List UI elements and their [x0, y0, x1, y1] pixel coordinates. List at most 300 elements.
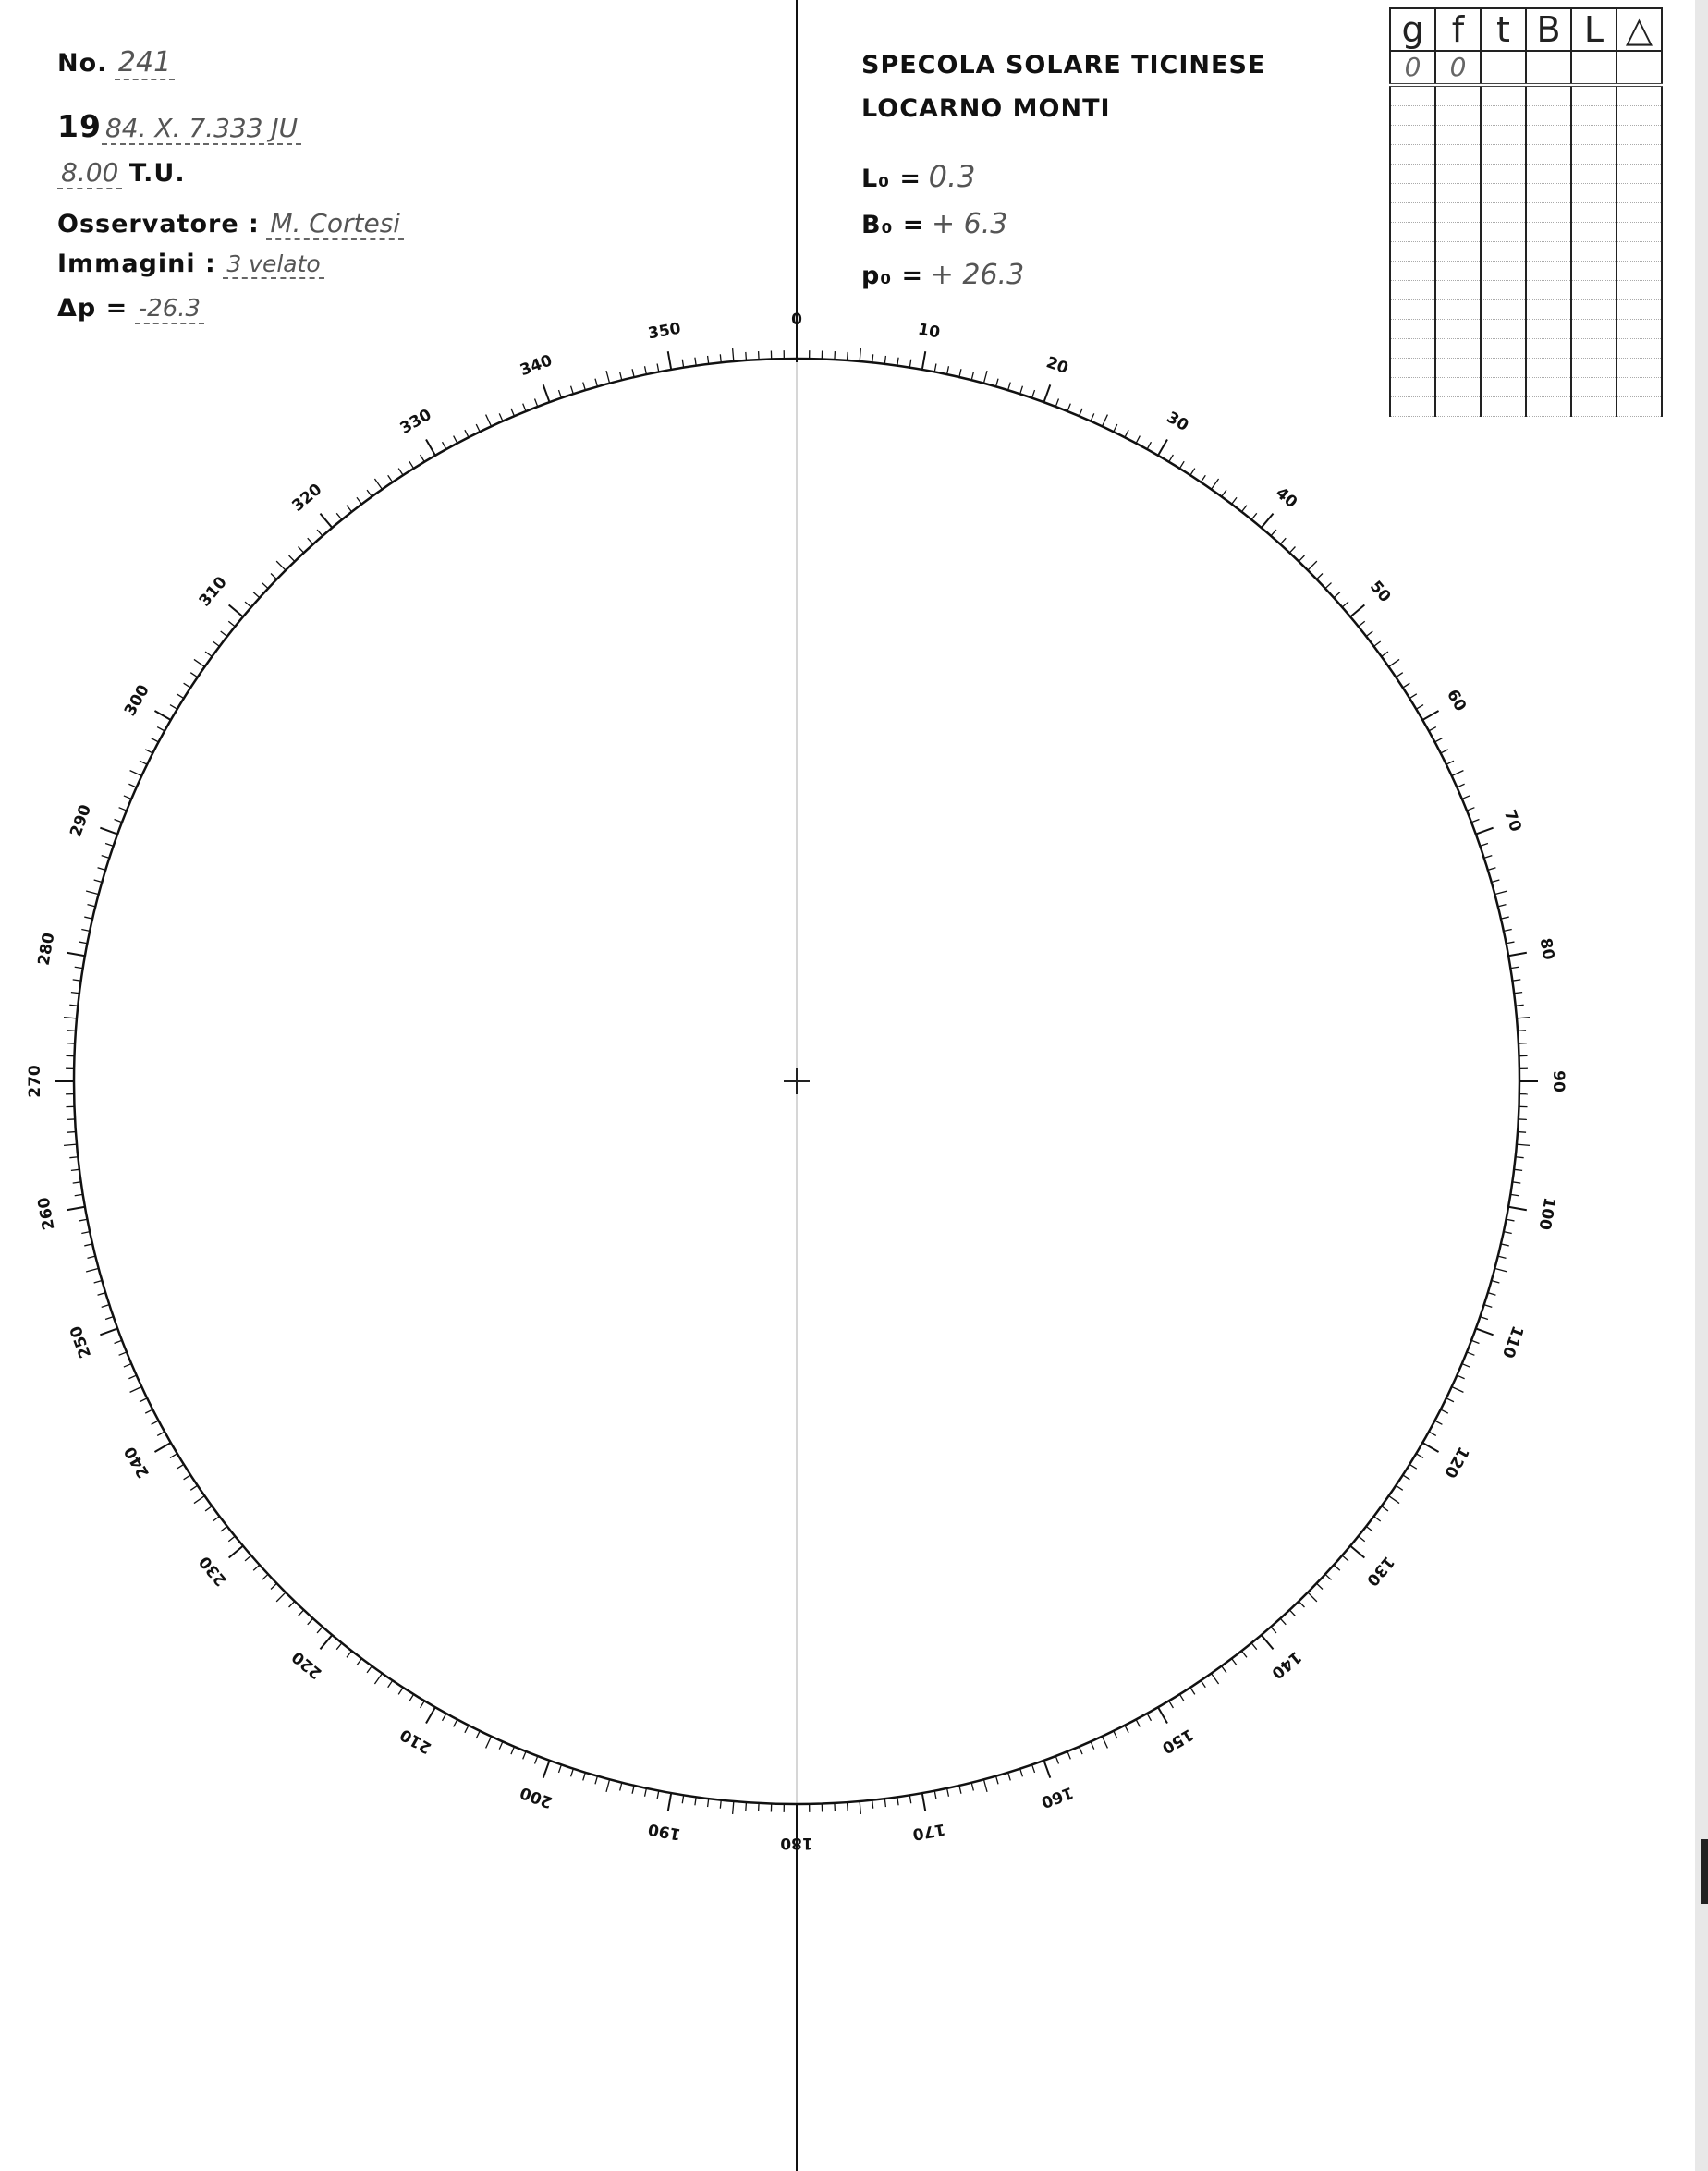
degree-tick	[1359, 621, 1365, 627]
p0-label: p₀ =	[861, 262, 924, 290]
degree-tick	[262, 583, 269, 589]
degree-tick	[67, 953, 85, 956]
degree-tick	[1190, 1688, 1195, 1695]
degree-tick	[1494, 1268, 1507, 1272]
degree-tick	[583, 1773, 586, 1781]
degree-tick	[1508, 1207, 1527, 1210]
header-delta: △	[1616, 8, 1662, 51]
degree-tick	[84, 1244, 92, 1246]
degree-tick	[1504, 930, 1512, 932]
degree-tick	[115, 820, 122, 823]
degree-tick	[1504, 1232, 1512, 1234]
degree-tick	[465, 430, 469, 437]
scan-edge-mark	[1701, 1839, 1708, 1904]
degree-tick	[746, 1802, 747, 1811]
degree-tick	[228, 621, 235, 627]
header-g: g	[1390, 8, 1435, 51]
degree-tick	[289, 555, 295, 561]
degree-tick	[398, 469, 403, 476]
degree-tick	[84, 917, 92, 919]
degree-tick	[1471, 1340, 1479, 1343]
header-L: L	[1571, 8, 1616, 51]
degree-tick	[443, 1714, 446, 1721]
degree-tick	[1467, 808, 1474, 811]
degree-tick	[145, 1409, 152, 1413]
degree-tick	[130, 771, 142, 776]
degree-tick	[499, 1741, 503, 1749]
degree-tick	[1201, 1680, 1205, 1687]
degree-tick	[105, 1317, 114, 1320]
degree-tick	[1008, 1773, 1011, 1781]
degree-label: 230	[195, 1552, 231, 1590]
degree-label: 190	[646, 1819, 683, 1844]
degree-tick	[1068, 404, 1070, 411]
degree-tick	[1232, 497, 1237, 504]
degree-tick	[367, 490, 372, 496]
degree-tick	[465, 1726, 469, 1733]
degree-tick	[221, 1526, 227, 1531]
degree-tick	[1494, 891, 1507, 895]
degree-tick	[523, 404, 526, 411]
degree-tick	[682, 1795, 683, 1803]
degree-tick	[253, 592, 260, 598]
degree-tick	[897, 1797, 898, 1805]
degree-tick	[98, 1293, 106, 1296]
degree-tick	[336, 1643, 342, 1650]
degree-tick	[100, 1328, 117, 1335]
degree-tick	[184, 1475, 191, 1480]
degree-tick	[1350, 1546, 1364, 1558]
degree-label: 290	[67, 802, 96, 840]
degree-tick	[1169, 1701, 1174, 1708]
B0-value: + 6.3	[931, 208, 1008, 240]
degree-tick	[934, 364, 936, 372]
degree-tick	[1396, 1485, 1402, 1490]
degree-tick	[1457, 1375, 1464, 1379]
degree-tick	[105, 843, 114, 846]
degree-label: 160	[1038, 1782, 1076, 1811]
degree-tick	[947, 366, 949, 374]
degree-tick	[124, 796, 131, 799]
degree-tick	[253, 1565, 260, 1570]
degree-tick	[1389, 659, 1399, 666]
degree-tick	[409, 1694, 414, 1701]
degree-tick	[1317, 1583, 1323, 1589]
degree-tick	[983, 371, 987, 384]
degree-tick	[971, 372, 973, 381]
degree-tick	[347, 1651, 352, 1657]
degree-tick	[1452, 1386, 1464, 1392]
degree-tick	[1241, 1651, 1247, 1657]
degree-tick	[454, 1719, 458, 1726]
degree-tick	[1289, 547, 1295, 554]
degree-label: 320	[288, 480, 326, 516]
degree-tick	[1125, 430, 1128, 437]
degree-tick	[1517, 1144, 1530, 1145]
degree-tick	[299, 1610, 304, 1616]
degree-tick	[1512, 1182, 1520, 1183]
degree-label: 220	[288, 1647, 326, 1683]
degree-tick	[1403, 683, 1410, 688]
degree-tick	[1125, 1726, 1128, 1733]
degree-tick	[1179, 461, 1184, 469]
degree-tick	[1366, 631, 1372, 637]
degree-tick	[606, 1779, 610, 1792]
degree-tick	[645, 366, 647, 374]
degree-tick	[157, 1432, 165, 1435]
degree-tick	[1382, 652, 1388, 656]
degree-tick	[71, 993, 79, 994]
degree-tick	[1317, 574, 1323, 579]
degree-tick	[308, 538, 313, 544]
degree-tick	[271, 574, 276, 579]
degree-tick	[1501, 917, 1509, 919]
degree-tick	[511, 409, 515, 416]
degree-tick	[1280, 538, 1286, 544]
degree-label: 260	[34, 1195, 59, 1232]
L0-label: L₀ =	[861, 165, 922, 193]
degree-tick	[320, 514, 332, 528]
degree-tick	[1514, 993, 1522, 994]
degree-tick	[1102, 1737, 1107, 1749]
degree-tick	[1308, 561, 1317, 570]
degree-tick	[1484, 856, 1493, 859]
degree-tick	[1091, 413, 1094, 421]
degree-tick	[94, 1281, 103, 1283]
degree-tick	[1389, 1496, 1399, 1504]
degree-tick	[1232, 1659, 1237, 1665]
degree-label: 50	[1365, 577, 1395, 606]
degree-tick	[140, 761, 147, 764]
degree-tick	[262, 1574, 269, 1579]
L0-value: 0.3	[928, 159, 976, 194]
degree-tick	[733, 1801, 734, 1814]
number-value: 241	[115, 46, 175, 80]
degree-tick	[317, 530, 323, 536]
degree-label: 110	[1497, 1323, 1527, 1360]
degree-tick	[67, 1132, 76, 1133]
degree-tick	[682, 360, 683, 368]
degree-tick	[1325, 583, 1332, 589]
degree-tick	[347, 506, 352, 512]
degree-tick	[595, 1776, 597, 1785]
degree-tick	[884, 356, 885, 364]
degree-tick	[289, 1602, 295, 1607]
degree-tick	[271, 1583, 276, 1589]
degree-tick	[1158, 439, 1167, 455]
degree-tick	[1480, 843, 1488, 846]
degree-label: 210	[396, 1725, 435, 1758]
degree-tick	[558, 1764, 561, 1773]
degree-tick	[872, 1800, 873, 1809]
degree-tick	[1441, 750, 1448, 753]
degree-label: 70	[1499, 807, 1525, 835]
degree-tick	[205, 1506, 212, 1511]
degree-tick	[1374, 1517, 1381, 1521]
degree-tick	[154, 1443, 170, 1452]
degree-tick	[1068, 1751, 1070, 1759]
header-B: B	[1526, 8, 1571, 51]
degree-tick	[1114, 1731, 1117, 1738]
center-cross	[784, 1068, 810, 1094]
degree-tick	[1032, 1764, 1035, 1773]
degree-tick	[922, 1793, 925, 1811]
degree-tick	[69, 1005, 78, 1006]
degree-tick	[1020, 1769, 1023, 1777]
degree-tick	[1020, 386, 1023, 395]
degree-label: 340	[518, 351, 555, 381]
degree-tick	[1507, 1219, 1515, 1221]
degree-tick	[88, 1256, 96, 1258]
degree-tick	[421, 455, 425, 462]
degree-label: 130	[1362, 1552, 1398, 1590]
degree-tick	[1422, 711, 1438, 720]
degree-tick	[88, 905, 96, 907]
images-label: Immagini :	[57, 250, 216, 278]
degree-tick	[357, 497, 361, 504]
delta-p-label: Δp =	[57, 294, 128, 323]
degree-tick	[1241, 506, 1247, 512]
degree-tick	[1136, 1719, 1140, 1726]
degree-tick	[388, 1680, 393, 1687]
degree-tick	[1114, 424, 1117, 432]
time-unit: T.U.	[128, 159, 186, 188]
degree-tick	[177, 1464, 184, 1469]
cell-f[interactable]: 0	[1435, 51, 1481, 85]
degree-tick	[1080, 409, 1083, 416]
degree-tick	[668, 1793, 671, 1811]
degree-tick	[245, 1555, 251, 1561]
degree-tick	[75, 1194, 83, 1195]
degree-tick	[1169, 455, 1174, 462]
degree-tick	[79, 942, 88, 944]
degree-tick	[1488, 868, 1496, 871]
degree-tick	[374, 1674, 382, 1684]
degree-tick	[119, 808, 127, 811]
degree-label: 300	[120, 681, 153, 720]
degree-tick	[1434, 738, 1442, 742]
degree-tick	[67, 1207, 85, 1210]
degree-tick	[81, 930, 90, 932]
observatory-name: SPECOLA SOLARE TICINESE	[861, 51, 1266, 79]
degree-tick	[299, 547, 304, 554]
degree-tick	[971, 1783, 973, 1791]
degree-tick	[1492, 880, 1500, 882]
degree-tick	[1510, 1194, 1519, 1195]
degree-tick	[367, 1666, 372, 1673]
degree-tick	[170, 705, 177, 710]
degree-tick	[632, 1786, 634, 1794]
degree-tick	[620, 1783, 622, 1791]
degree-tick	[443, 442, 446, 449]
degree-tick	[1409, 1464, 1417, 1469]
degree-tick	[320, 1635, 332, 1649]
degree-tick	[426, 1707, 435, 1723]
degree-tick	[1299, 1602, 1304, 1607]
degree-tick	[1147, 442, 1151, 449]
degree-tick	[668, 351, 671, 370]
degree-tick	[1462, 1364, 1470, 1368]
degree-tick	[317, 1627, 323, 1633]
degree-tick	[71, 1169, 79, 1170]
degree-tick	[1136, 436, 1140, 444]
degree-tick	[1008, 383, 1011, 391]
degree-tick	[1422, 1443, 1438, 1452]
degree-tick	[1516, 1005, 1524, 1006]
degree-tick	[1476, 828, 1494, 835]
degree-tick	[128, 1375, 136, 1379]
degree-tick	[1396, 673, 1402, 677]
degree-tick	[695, 1797, 696, 1805]
degree-tick	[1091, 1741, 1094, 1749]
degree-label: 150	[1158, 1725, 1197, 1758]
degree-tick	[1158, 1707, 1167, 1723]
degree-tick	[213, 1517, 219, 1521]
degree-tick	[708, 1799, 709, 1807]
degree-tick	[194, 659, 204, 666]
degree-label: 280	[34, 931, 59, 968]
degree-tick	[213, 641, 219, 646]
degree-tick	[119, 1352, 127, 1355]
degree-tick	[1452, 771, 1464, 776]
degree-tick	[228, 1536, 235, 1542]
degree-tick	[909, 1795, 910, 1803]
degree-tick	[276, 1592, 286, 1602]
degree-tick	[1080, 1747, 1083, 1754]
degree-tick	[229, 604, 243, 616]
degree-tick	[476, 1731, 480, 1738]
degree-tick	[98, 868, 106, 871]
degree-tick	[558, 390, 561, 398]
degree-tick	[1043, 384, 1050, 402]
degree-tick	[1179, 1694, 1184, 1701]
degree-tick	[308, 1618, 313, 1625]
degree-tick	[177, 694, 184, 699]
degree-tick	[184, 683, 191, 688]
degree-label: 0	[791, 311, 802, 329]
degree-tick	[124, 1364, 131, 1368]
degree-tick	[1498, 905, 1507, 907]
degree-tick	[1222, 1666, 1226, 1673]
date-prefix: 19	[57, 108, 102, 144]
degree-tick	[1102, 415, 1107, 427]
header-f: f	[1435, 8, 1481, 51]
degree-tick	[157, 727, 165, 731]
degree-tick	[64, 1144, 77, 1145]
degree-tick	[128, 784, 136, 787]
degree-tick	[1514, 1169, 1522, 1170]
number-label: No.	[57, 49, 108, 78]
degree-label: 170	[910, 1819, 947, 1844]
degree-tick	[1492, 1281, 1500, 1283]
degree-tick	[571, 386, 574, 395]
degree-tick	[229, 1546, 243, 1558]
degree-tick	[81, 1232, 90, 1234]
degree-tick	[543, 1761, 550, 1778]
header-t: t	[1481, 8, 1526, 51]
degree-tick	[374, 479, 382, 489]
degree-tick	[190, 673, 197, 677]
degree-tick	[1480, 1317, 1488, 1320]
cell-g[interactable]: 0	[1390, 51, 1435, 85]
degree-tick	[1446, 761, 1454, 764]
images-value: 3 velato	[223, 250, 323, 279]
degree-label: 180	[780, 1834, 813, 1852]
observer-label: Osservatore :	[57, 210, 260, 238]
degree-label: 100	[1534, 1195, 1559, 1232]
degree-tick	[695, 358, 696, 366]
degree-label: 120	[1440, 1443, 1473, 1482]
degree-tick	[357, 1659, 361, 1665]
degree-tick	[1222, 490, 1226, 496]
degree-tick	[1212, 479, 1219, 489]
degree-tick	[1262, 1635, 1274, 1649]
degree-tick	[100, 828, 117, 835]
degree-tick	[205, 652, 212, 656]
degree-tick	[1403, 1475, 1410, 1480]
degree-tick	[1510, 967, 1519, 968]
degree-tick	[1508, 953, 1527, 956]
degree-tick	[388, 475, 393, 482]
degree-tick	[486, 1737, 492, 1749]
degree-label: 270	[26, 1065, 44, 1098]
time-value: 8.00	[57, 157, 122, 189]
degree-tick	[543, 384, 550, 402]
degree-tick	[983, 1779, 987, 1792]
degree-tick	[1382, 1506, 1388, 1511]
degree-tick	[1467, 1352, 1474, 1355]
degree-tick	[94, 880, 103, 882]
degree-tick	[426, 439, 435, 455]
degree-tick	[1434, 1421, 1442, 1424]
degree-tick	[1498, 1256, 1507, 1258]
degree-tick	[708, 356, 709, 364]
degree-tick	[746, 352, 747, 360]
degree-tick	[909, 360, 910, 368]
degree-tick	[221, 631, 227, 637]
degree-tick	[1446, 1398, 1454, 1402]
degree-tick	[152, 738, 159, 742]
degree-tick	[102, 856, 110, 859]
degree-tick	[1462, 796, 1470, 799]
degree-tick	[1334, 1565, 1340, 1570]
degree-tick	[535, 399, 538, 407]
degree-tick	[1032, 390, 1035, 398]
degree-tick	[1359, 1536, 1365, 1542]
degree-tick	[79, 1219, 88, 1221]
degree-label: 240	[120, 1443, 153, 1482]
degree-tick	[73, 1182, 81, 1183]
degree-label: 80	[1535, 936, 1558, 962]
degree-tick	[73, 980, 81, 981]
degree-tick	[645, 1788, 647, 1797]
degree-tick	[1308, 1592, 1317, 1602]
degree-tick	[959, 369, 961, 377]
degree-tick	[884, 1799, 885, 1807]
degree-tick	[733, 348, 734, 361]
degree-label: 10	[916, 320, 942, 343]
degree-tick	[934, 1791, 936, 1799]
degree-tick	[1271, 1627, 1276, 1633]
degree-tick	[1501, 1244, 1509, 1246]
degree-tick	[75, 967, 83, 968]
degree-tick	[1251, 1643, 1257, 1650]
degree-label: 200	[518, 1782, 555, 1811]
degree-tick	[606, 371, 610, 384]
degree-tick	[486, 415, 492, 427]
degree-label: 330	[396, 405, 435, 438]
degree-label: 350	[646, 319, 683, 344]
